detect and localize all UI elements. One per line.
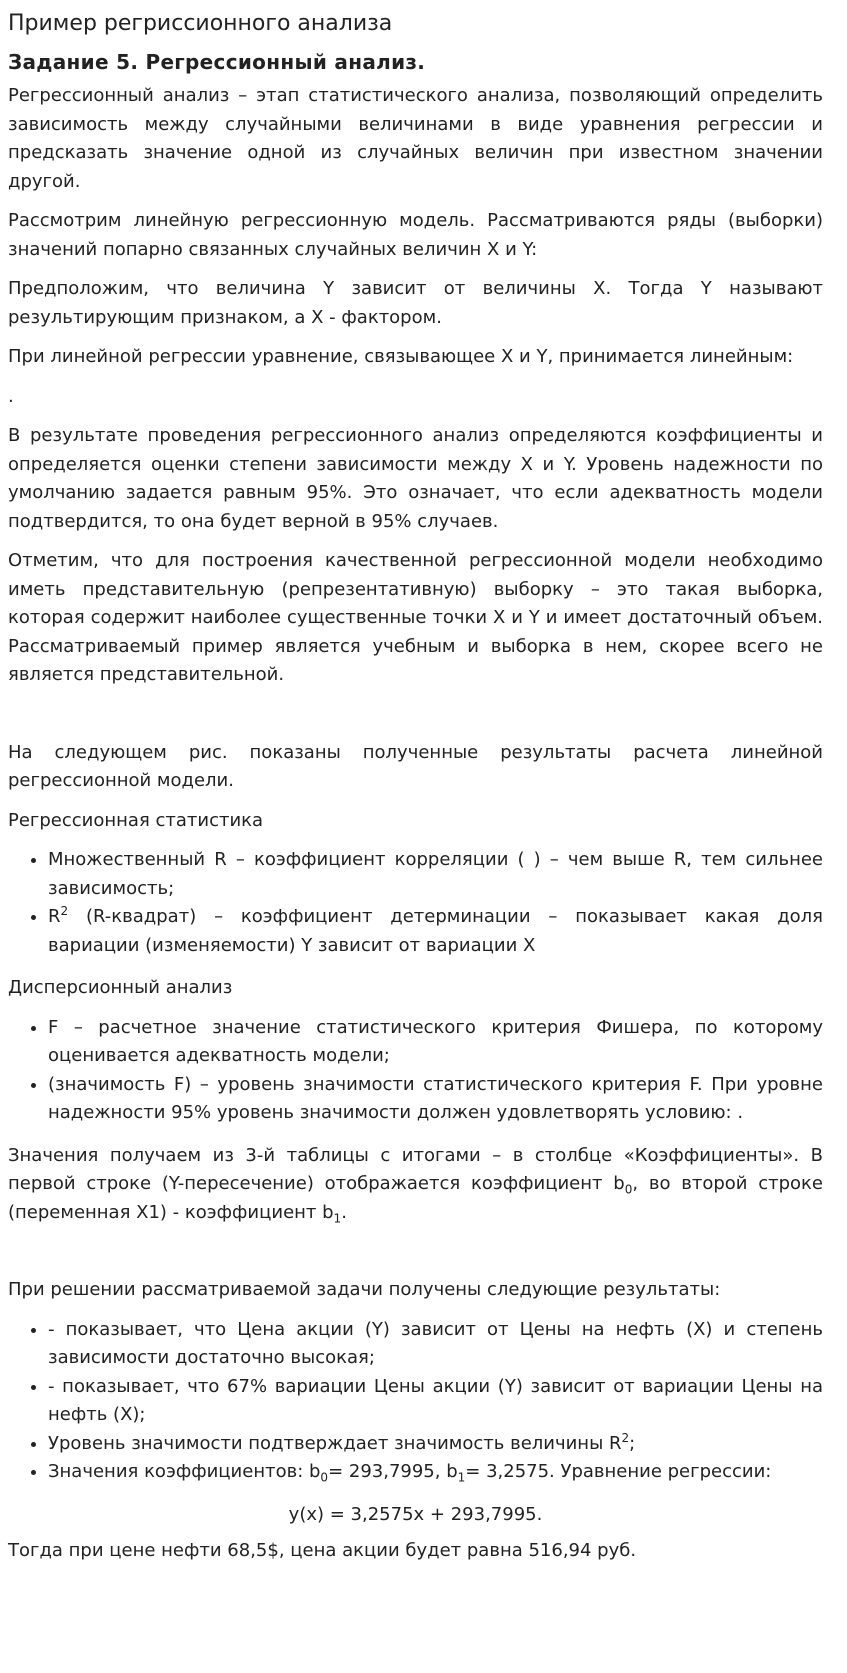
text-part: . — [341, 1201, 347, 1223]
page-title: Пример регриссионного анализа — [8, 11, 393, 36]
text-part: ; — [629, 1432, 636, 1454]
paragraph-definition: Регрессионный анализ – этап статистического анализа, позволяющий определить зависимость между случайными величинами в виде уравнения регрессии и предсказать значение одной из случайных величин при известном значении другой. — [8, 85, 823, 192]
text-part: = 3,2575. Уравнение регрессии: — [465, 1461, 772, 1482]
paragraph-result: В результате проведения регрессионного анализ определяются коэффициенты и определяется оценки степени зависимости между X и Y. Уровень надежности по умолчанию задается равным 95%. Это означает, что если адекватность модели подтвердится, то она будет верной в 95% случаев. — [8, 425, 823, 532]
task-heading: Задание 5. Регрессионный анализ. — [8, 50, 426, 74]
r-label: R — [48, 906, 61, 927]
heading-dispersion-analysis: Дисперсионный анализ — [8, 977, 233, 998]
list-item: • Множественный R – коэффициент корреляции ( ) – чем выше R, тем сильнее зависимость; — [48, 846, 823, 903]
document-page — [0, 10, 831, 1565]
list-item: • F – расчетное значение статистического критерия Фишера, по которому оценивается адекватность модели; — [48, 1014, 823, 1071]
list-item — [48, 903, 823, 960]
subscript: 0 — [624, 1182, 633, 1197]
spacer — [8, 1238, 823, 1276]
paragraph-sample: Отметим, что для построения качественной регрессионной модели необходимо иметь представительную (репрезентативную) выборку – это такая выборка, которая содержит наиболее существенные точки X и Y и имеет достаточный объем. Рассматриваемый пример является учебным и выборка в нем, скорее всего не является представительной. — [8, 550, 823, 685]
paragraph-linear-equation: При линейной регрессии уравнение, связывающее X и Y, принимается линейным: — [8, 346, 794, 367]
paragraph-linear-model: Рассмотрим линейную регрессионную модель. Рассматриваются ряды (выборки) значений попарно связанных случайных величин X и Y: — [8, 210, 823, 260]
spacer — [8, 701, 823, 739]
paragraph-assumption: Предположим, что величина Y зависит от величины X. Тогда Y называют результирующим признаком, а X - фактором. — [8, 278, 823, 328]
paragraph-dot: . — [8, 385, 14, 407]
r-squared-text: (R-квадрат) – коэффициент детерминации – показывает какая доля вариации (изменяемости) Y зависит от вариации X — [48, 906, 823, 956]
text-part: Значения получаем из 3-й таблицы с итогами – в столбце «Коэффициенты». В первой строке (Y-пересечение) отображается коэффициент b — [8, 1144, 823, 1194]
list-item: • - показывает, что Цена акции (Y) зависит от Цены на нефть (X) и степень зависимости достаточно высокая; — [48, 1316, 823, 1373]
regression-equation: y(x) = 3,2575x + 293,7995. — [288, 1503, 543, 1525]
subscript: 1 — [333, 1211, 342, 1226]
list-regression-statistics — [8, 846, 823, 960]
text-part: Значения коэффициентов: b — [48, 1461, 321, 1482]
text-part: , во второй строке (переменная X1) - коэффициент b — [8, 1173, 823, 1223]
list-dispersion-analysis — [8, 1014, 823, 1128]
list-results — [8, 1316, 823, 1487]
paragraph-coefficients — [8, 1142, 823, 1228]
list-item: • - показывает, что 67% вариации Цены акции (Y) зависит от вариации Цены на нефть (X); — [48, 1373, 823, 1430]
list-item — [48, 1430, 823, 1459]
list-item — [48, 1458, 823, 1487]
paragraph-final: Тогда при цене нефти 68,5$, цена акции будет равна 516,94 руб. — [8, 1539, 637, 1561]
heading-regression-statistics: Регрессионная статистика — [8, 809, 264, 831]
superscript: 2 — [60, 904, 69, 918]
subscript: 0 — [320, 1470, 329, 1485]
superscript: 2 — [621, 1430, 630, 1445]
list-item: • (значимость F) – уровень значимости статистического критерия F. При уровне надежности 95% уровень значимости должен удовлетворять условию: . — [48, 1071, 823, 1128]
text-part: = 293,7995, b — [328, 1461, 458, 1482]
subscript: 1 — [457, 1470, 466, 1485]
text-part: Уровень значимости подтверждает значимость величины R — [48, 1432, 622, 1454]
paragraph-figure-intro: На следующем рис. показаны полученные результаты расчета линейной регрессионной модели. — [8, 741, 823, 791]
paragraph-results-intro: При решении рассматриваемой задачи получены следующие результаты: — [8, 1279, 721, 1300]
